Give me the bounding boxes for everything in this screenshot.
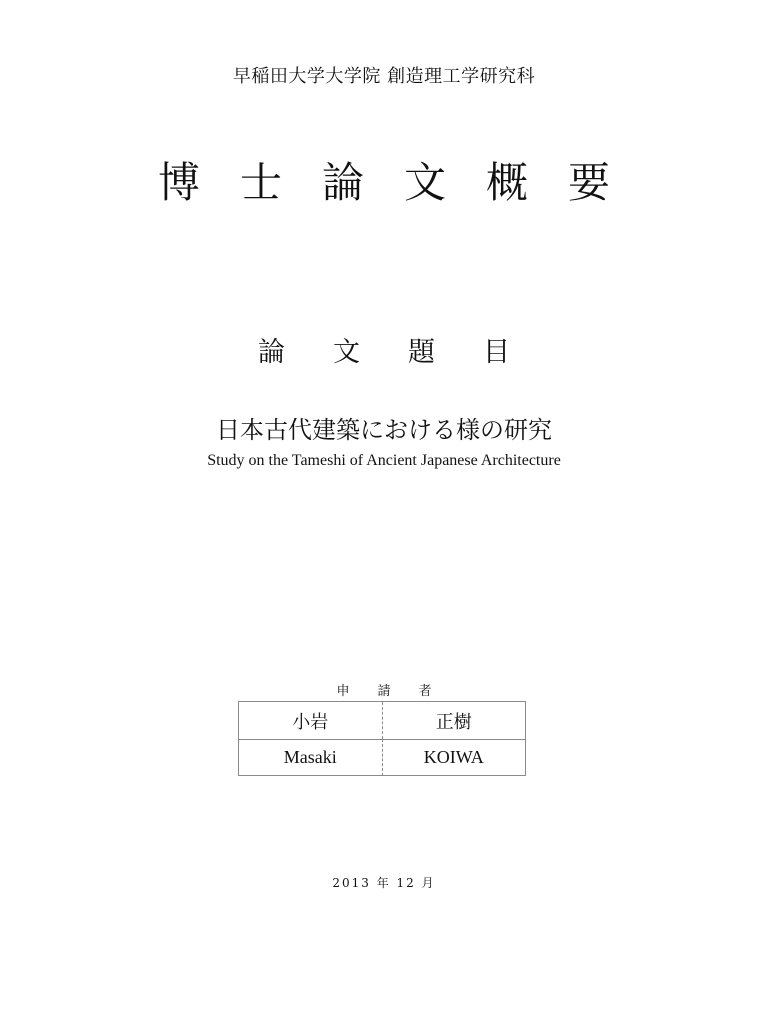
document-title: 博士論文概要 [157,158,650,207]
family-name-ja: 小岩 [239,702,383,739]
given-name-ja: 正樹 [435,711,472,732]
applicant-name-table [238,701,526,776]
given-name-en: Masaki [239,739,383,776]
thesis-title-japanese: 日本古代建築における様の研究 [216,416,552,444]
thesis-title-label: 論文題目 [258,337,558,368]
applicant-label: 申請者 [336,684,460,699]
name-row-english [239,739,525,776]
name-row-japanese [239,702,525,740]
family-name-en: KOIWA [423,747,484,767]
university-heading: 早稲田大学大学院 創造理工学研究科 [232,66,536,87]
submission-date: 2013 年 12 月 [332,876,436,890]
thesis-title-english: Study on the Tameshi of Ancient Japanese Architecture [207,452,561,469]
